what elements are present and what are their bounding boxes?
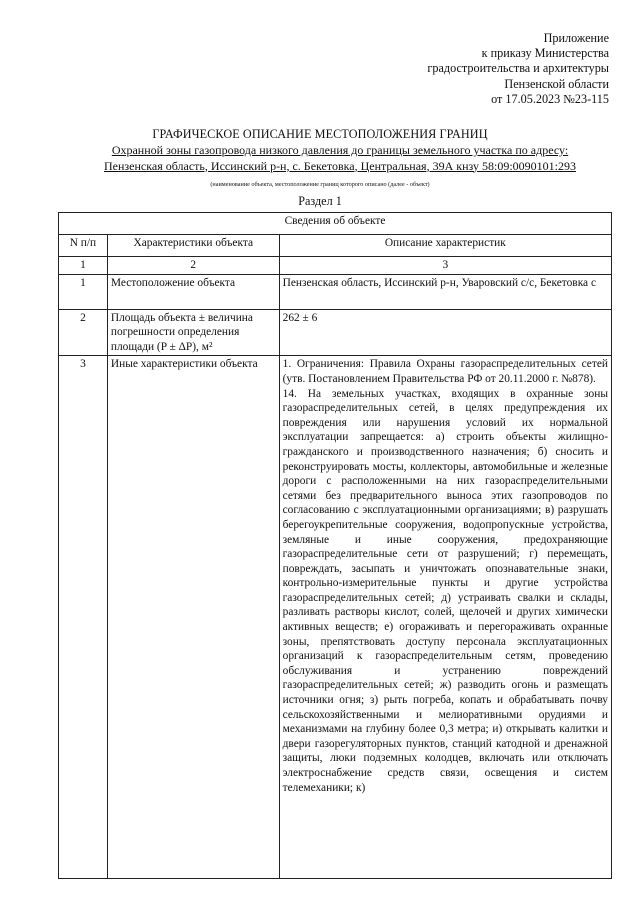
object-info-table: [58, 212, 612, 879]
object-subject-line1: Охранной зоны газопровода низкого давления до границы земельного участка по адресу:: [111, 143, 569, 157]
row-number: 1: [59, 274, 108, 309]
row-number: 3: [59, 356, 108, 879]
document-title: ГРАФИЧЕСКОЕ ОПИСАНИЕ МЕСТОПОЛОЖЕНИЯ ГРАНИЦ: [152, 127, 488, 141]
appendix-header: [427, 31, 609, 107]
object-note: (наименование объекта, местоположение границ которого описано (далее - объект): [210, 181, 430, 188]
prohibition-paragraph: 14. На земельных участках, входящих в охранные зоны газораспределительных сетей, в целях предупреждения их повреждения или нарушения условий их нормальной эксплуатации запрещается: а) строить объекты жилищно-гражданского и производственного назначения; б) сносить и реконструировать мосты, коллекторы, автомобильные и железные дороги с расположенными на них газораспределительными сетями без предварительного выноса этих газопроводов по согласованию с эксплуатационными организациями; в) разрушать берегоукрепительные сооружения, водопропускные устройства, земляные и иные сооружения, предохраняющие газораспределительные сети от разрушений; г) перемещать, повреждать, засыпать и уничтожать опознавательные знаки, контрольно-измерительные пункты и другие устройства газораспределительных сетей; д) устраивать свалки и склады, разливать растворы кислот, солей, щелочей и других химически активных веществ; е) огораживать и перегораживать охранные зоны, препятствовать доступу персонала эксплуатационных организаций к газораспределительным сетям, проведению обслуживания и устранению повреждений газораспределительных сетей; ж) разводить огонь и размещать источники огня; з) рыть погреба, копать и обрабатывать почву сельскохозяйственными и мелиоративными орудиями и механизмами на глубину более 0,3 метра; и) открывать калитки и двери газорегуляторных пунктов, станций катодной и дренажной защиты, люки подземных колодцев, включать или отключать электроснабжение средств связи, освещения и систем телемеханики; к): [282, 387, 608, 794]
row-number: 2: [59, 309, 108, 356]
column-header: N п/п: [59, 235, 108, 257]
section-title: Раздел 1: [298, 194, 342, 208]
table-row: [59, 274, 612, 309]
row-description: [279, 356, 611, 879]
row-description: Пензенская область, Иссинский р-н, Уваровский с/с, Бекетовка с: [279, 274, 611, 309]
column-number: 3: [279, 257, 611, 275]
restriction-paragraph: 1. Ограничения: Правила Охраны газораспределительных сетей (утв. Постановлением Правительства РФ от 20.11.2000 г. №878).: [282, 358, 608, 385]
column-number-row: [59, 257, 612, 275]
column-number: 1: [59, 257, 108, 275]
appendix-line: Пензенской области: [504, 76, 609, 91]
column-header: Описание характеристик: [279, 235, 611, 257]
table-caption: Сведения об объекте: [59, 213, 612, 235]
appendix-line: градостроительства и архитектуры: [427, 61, 609, 76]
column-number: 2: [107, 257, 279, 275]
table-header-row: [59, 235, 612, 257]
row-characteristic: Площадь объекта ± величина погрешности определения площади (P ± ΔP), м²: [107, 309, 279, 356]
row-description: 262 ± 6: [279, 309, 611, 356]
appendix-line: к приказу Министерства: [481, 46, 609, 61]
object-subject: [60, 143, 620, 174]
appendix-line: Приложение: [543, 31, 609, 45]
row-characteristic: Иные характеристики объекта: [107, 356, 279, 879]
column-header: Характеристики объекта: [107, 235, 279, 257]
table-row: [59, 356, 612, 879]
row-characteristic: Местоположение объекта: [107, 274, 279, 309]
appendix-line: от 17.05.2023 №23-115: [491, 91, 609, 106]
object-subject-line2: Пензенская область, Иссинский р-н, с. Бекетовка, Центральная, 39А кнзу 58:09:0090101:293: [104, 158, 576, 173]
table-row: [59, 309, 612, 356]
table-caption-row: [59, 213, 612, 235]
